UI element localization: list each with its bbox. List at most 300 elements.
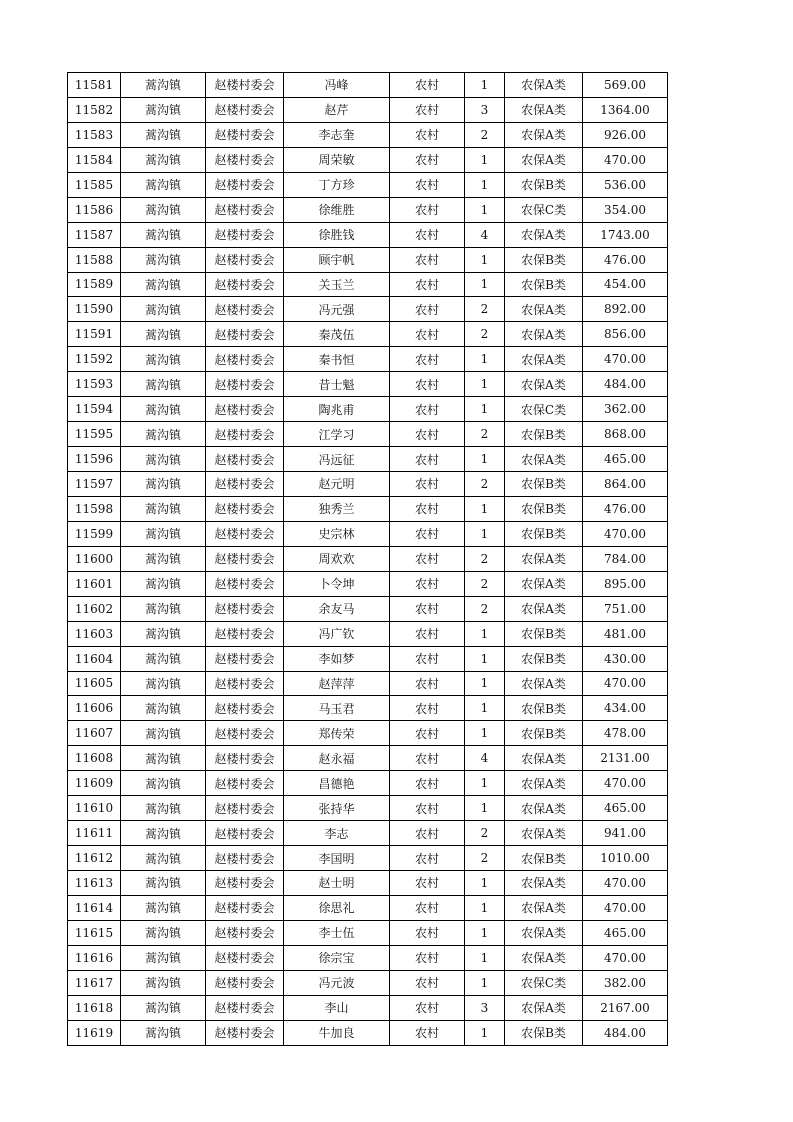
amount-cell: 354.00 (583, 197, 668, 222)
category-cell: 农保B类 (505, 496, 583, 521)
serial-cell: 11585 (68, 172, 121, 197)
category-cell: 农保B类 (505, 696, 583, 721)
household-size-cell: 1 (465, 671, 505, 696)
town-cell: 蒿沟镇 (121, 496, 206, 521)
town-cell: 蒿沟镇 (121, 272, 206, 297)
category-cell: 农保B类 (505, 272, 583, 297)
village-cell: 赵楼村委会 (206, 122, 284, 147)
amount-cell: 454.00 (583, 272, 668, 297)
household-size-cell: 1 (465, 347, 505, 372)
town-cell: 蒿沟镇 (121, 322, 206, 347)
category-cell: 农保A类 (505, 222, 583, 247)
serial-cell: 11613 (68, 871, 121, 896)
amount-cell: 362.00 (583, 397, 668, 422)
town-cell: 蒿沟镇 (121, 846, 206, 871)
name-cell: 李国明 (284, 846, 390, 871)
amount-cell: 470.00 (583, 895, 668, 920)
name-cell: 李志奎 (284, 122, 390, 147)
town-cell: 蒿沟镇 (121, 746, 206, 771)
village-cell: 赵楼村委会 (206, 97, 284, 122)
name-cell: 周欢欢 (284, 546, 390, 571)
household-size-cell: 1 (465, 796, 505, 821)
area-type-cell: 农村 (390, 796, 465, 821)
serial-cell: 11587 (68, 222, 121, 247)
town-cell: 蒿沟镇 (121, 895, 206, 920)
amount-cell: 864.00 (583, 472, 668, 497)
area-type-cell: 农村 (390, 147, 465, 172)
category-cell: 农保B类 (505, 247, 583, 272)
table-row (68, 546, 668, 571)
name-cell: 关玉兰 (284, 272, 390, 297)
serial-cell: 11618 (68, 995, 121, 1020)
area-type-cell: 农村 (390, 197, 465, 222)
amount-cell: 926.00 (583, 122, 668, 147)
amount-cell: 434.00 (583, 696, 668, 721)
category-cell: 农保B类 (505, 721, 583, 746)
household-size-cell: 4 (465, 746, 505, 771)
table-row (68, 746, 668, 771)
serial-cell: 11606 (68, 696, 121, 721)
amount-cell: 892.00 (583, 297, 668, 322)
town-cell: 蒿沟镇 (121, 721, 206, 746)
table-row (68, 621, 668, 646)
amount-cell: 470.00 (583, 347, 668, 372)
town-cell: 蒿沟镇 (121, 920, 206, 945)
area-type-cell: 农村 (390, 172, 465, 197)
table-row (68, 696, 668, 721)
household-size-cell: 1 (465, 147, 505, 172)
amount-cell: 536.00 (583, 172, 668, 197)
area-type-cell: 农村 (390, 920, 465, 945)
serial-cell: 11582 (68, 97, 121, 122)
table-row (68, 821, 668, 846)
category-cell: 农保A类 (505, 821, 583, 846)
village-cell: 赵楼村委会 (206, 322, 284, 347)
name-cell: 赵士明 (284, 871, 390, 896)
village-cell: 赵楼村委会 (206, 222, 284, 247)
household-size-cell: 1 (465, 970, 505, 995)
village-cell: 赵楼村委会 (206, 746, 284, 771)
category-cell: 农保A类 (505, 447, 583, 472)
table-row (68, 297, 668, 322)
household-size-cell: 2 (465, 846, 505, 871)
village-cell: 赵楼村委会 (206, 372, 284, 397)
category-cell: 农保B类 (505, 621, 583, 646)
table-row (68, 147, 668, 172)
town-cell: 蒿沟镇 (121, 995, 206, 1020)
town-cell: 蒿沟镇 (121, 347, 206, 372)
household-size-cell: 1 (465, 646, 505, 671)
category-cell: 农保A类 (505, 73, 583, 98)
town-cell: 蒿沟镇 (121, 97, 206, 122)
village-cell: 赵楼村委会 (206, 596, 284, 621)
town-cell: 蒿沟镇 (121, 796, 206, 821)
amount-cell: 856.00 (583, 322, 668, 347)
village-cell: 赵楼村委会 (206, 397, 284, 422)
table-row (68, 846, 668, 871)
serial-cell: 11591 (68, 322, 121, 347)
category-cell: 农保A类 (505, 671, 583, 696)
household-size-cell: 2 (465, 546, 505, 571)
village-cell: 赵楼村委会 (206, 871, 284, 896)
category-cell: 农保A类 (505, 571, 583, 596)
area-type-cell: 农村 (390, 122, 465, 147)
serial-cell: 11597 (68, 472, 121, 497)
name-cell: 冯广钦 (284, 621, 390, 646)
name-cell: 李士伍 (284, 920, 390, 945)
town-cell: 蒿沟镇 (121, 1020, 206, 1045)
amount-cell: 470.00 (583, 671, 668, 696)
category-cell: 农保B类 (505, 472, 583, 497)
category-cell: 农保A类 (505, 347, 583, 372)
village-cell: 赵楼村委会 (206, 671, 284, 696)
area-type-cell: 农村 (390, 721, 465, 746)
area-type-cell: 农村 (390, 621, 465, 646)
category-cell: 农保A类 (505, 871, 583, 896)
area-type-cell: 农村 (390, 422, 465, 447)
village-cell: 赵楼村委会 (206, 696, 284, 721)
serial-cell: 11608 (68, 746, 121, 771)
category-cell: 农保B类 (505, 422, 583, 447)
village-cell: 赵楼村委会 (206, 846, 284, 871)
data-table (67, 72, 668, 1046)
village-cell: 赵楼村委会 (206, 995, 284, 1020)
village-cell: 赵楼村委会 (206, 496, 284, 521)
amount-cell: 465.00 (583, 447, 668, 472)
household-size-cell: 1 (465, 197, 505, 222)
town-cell: 蒿沟镇 (121, 222, 206, 247)
name-cell: 冯远征 (284, 447, 390, 472)
area-type-cell: 农村 (390, 447, 465, 472)
name-cell: 余友马 (284, 596, 390, 621)
table-row (68, 1020, 668, 1045)
area-type-cell: 农村 (390, 322, 465, 347)
name-cell: 郑传荣 (284, 721, 390, 746)
serial-cell: 11602 (68, 596, 121, 621)
household-size-cell: 1 (465, 945, 505, 970)
village-cell: 赵楼村委会 (206, 521, 284, 546)
serial-cell: 11619 (68, 1020, 121, 1045)
amount-cell: 470.00 (583, 521, 668, 546)
household-size-cell: 1 (465, 447, 505, 472)
household-size-cell: 1 (465, 73, 505, 98)
village-cell: 赵楼村委会 (206, 721, 284, 746)
category-cell: 农保A类 (505, 122, 583, 147)
village-cell: 赵楼村委会 (206, 945, 284, 970)
town-cell: 蒿沟镇 (121, 646, 206, 671)
name-cell: 赵萍萍 (284, 671, 390, 696)
town-cell: 蒿沟镇 (121, 422, 206, 447)
name-cell: 冯峰 (284, 73, 390, 98)
amount-cell: 478.00 (583, 721, 668, 746)
town-cell: 蒿沟镇 (121, 297, 206, 322)
town-cell: 蒿沟镇 (121, 671, 206, 696)
table-row (68, 596, 668, 621)
serial-cell: 11615 (68, 920, 121, 945)
amount-cell: 2131.00 (583, 746, 668, 771)
village-cell: 赵楼村委会 (206, 571, 284, 596)
serial-cell: 11604 (68, 646, 121, 671)
table-row (68, 322, 668, 347)
table-body (68, 73, 668, 1046)
table-row (68, 397, 668, 422)
category-cell: 农保A类 (505, 945, 583, 970)
category-cell: 农保B类 (505, 172, 583, 197)
category-cell: 农保B类 (505, 646, 583, 671)
table-row (68, 247, 668, 272)
serial-cell: 11617 (68, 970, 121, 995)
category-cell: 农保C类 (505, 197, 583, 222)
name-cell: 陶兆甫 (284, 397, 390, 422)
amount-cell: 1010.00 (583, 846, 668, 871)
serial-cell: 11609 (68, 771, 121, 796)
name-cell: 冯元波 (284, 970, 390, 995)
category-cell: 农保A类 (505, 322, 583, 347)
serial-cell: 11596 (68, 447, 121, 472)
household-size-cell: 1 (465, 372, 505, 397)
category-cell: 农保A类 (505, 97, 583, 122)
table-row (68, 871, 668, 896)
table-row (68, 496, 668, 521)
serial-cell: 11592 (68, 347, 121, 372)
town-cell: 蒿沟镇 (121, 696, 206, 721)
category-cell: 农保A类 (505, 895, 583, 920)
town-cell: 蒿沟镇 (121, 596, 206, 621)
town-cell: 蒿沟镇 (121, 970, 206, 995)
serial-cell: 11603 (68, 621, 121, 646)
table-row (68, 671, 668, 696)
area-type-cell: 农村 (390, 546, 465, 571)
town-cell: 蒿沟镇 (121, 447, 206, 472)
table-row (68, 521, 668, 546)
village-cell: 赵楼村委会 (206, 447, 284, 472)
table-row (68, 721, 668, 746)
name-cell: 赵芹 (284, 97, 390, 122)
village-cell: 赵楼村委会 (206, 422, 284, 447)
name-cell: 秦书恒 (284, 347, 390, 372)
household-size-cell: 2 (465, 297, 505, 322)
serial-cell: 11605 (68, 671, 121, 696)
name-cell: 李如梦 (284, 646, 390, 671)
category-cell: 农保A类 (505, 372, 583, 397)
category-cell: 农保A类 (505, 147, 583, 172)
amount-cell: 1364.00 (583, 97, 668, 122)
household-size-cell: 1 (465, 696, 505, 721)
village-cell: 赵楼村委会 (206, 646, 284, 671)
town-cell: 蒿沟镇 (121, 771, 206, 796)
name-cell: 徐维胜 (284, 197, 390, 222)
name-cell: 独秀兰 (284, 496, 390, 521)
household-size-cell: 1 (465, 1020, 505, 1045)
serial-cell: 11601 (68, 571, 121, 596)
category-cell: 农保A类 (505, 995, 583, 1020)
area-type-cell: 农村 (390, 871, 465, 896)
amount-cell: 470.00 (583, 945, 668, 970)
name-cell: 徐思礼 (284, 895, 390, 920)
household-size-cell: 2 (465, 596, 505, 621)
amount-cell: 430.00 (583, 646, 668, 671)
area-type-cell: 农村 (390, 521, 465, 546)
household-size-cell: 1 (465, 871, 505, 896)
amount-cell: 941.00 (583, 821, 668, 846)
amount-cell: 484.00 (583, 372, 668, 397)
area-type-cell: 农村 (390, 596, 465, 621)
amount-cell: 895.00 (583, 571, 668, 596)
table-row (68, 272, 668, 297)
category-cell: 农保A类 (505, 771, 583, 796)
table-row (68, 97, 668, 122)
table-row (68, 771, 668, 796)
table-row (68, 571, 668, 596)
name-cell: 丁方珍 (284, 172, 390, 197)
amount-cell: 751.00 (583, 596, 668, 621)
name-cell: 江学习 (284, 422, 390, 447)
town-cell: 蒿沟镇 (121, 571, 206, 596)
household-size-cell: 3 (465, 995, 505, 1020)
household-size-cell: 1 (465, 621, 505, 646)
amount-cell: 476.00 (583, 247, 668, 272)
amount-cell: 2167.00 (583, 995, 668, 1020)
name-cell: 冯元强 (284, 297, 390, 322)
village-cell: 赵楼村委会 (206, 970, 284, 995)
town-cell: 蒿沟镇 (121, 172, 206, 197)
household-size-cell: 1 (465, 521, 505, 546)
serial-cell: 11593 (68, 372, 121, 397)
amount-cell: 1743.00 (583, 222, 668, 247)
area-type-cell: 农村 (390, 397, 465, 422)
category-cell: 农保A类 (505, 746, 583, 771)
amount-cell: 868.00 (583, 422, 668, 447)
village-cell: 赵楼村委会 (206, 147, 284, 172)
area-type-cell: 农村 (390, 746, 465, 771)
serial-cell: 11584 (68, 147, 121, 172)
name-cell: 昔士魁 (284, 372, 390, 397)
village-cell: 赵楼村委会 (206, 347, 284, 372)
town-cell: 蒿沟镇 (121, 871, 206, 896)
name-cell: 李山 (284, 995, 390, 1020)
name-cell: 李志 (284, 821, 390, 846)
serial-cell: 11581 (68, 73, 121, 98)
name-cell: 牛加良 (284, 1020, 390, 1045)
table-row (68, 347, 668, 372)
village-cell: 赵楼村委会 (206, 472, 284, 497)
amount-cell: 470.00 (583, 771, 668, 796)
name-cell: 史宗林 (284, 521, 390, 546)
household-size-cell: 2 (465, 322, 505, 347)
area-type-cell: 农村 (390, 771, 465, 796)
town-cell: 蒿沟镇 (121, 73, 206, 98)
name-cell: 秦茂伍 (284, 322, 390, 347)
area-type-cell: 农村 (390, 821, 465, 846)
area-type-cell: 农村 (390, 372, 465, 397)
area-type-cell: 农村 (390, 846, 465, 871)
category-cell: 农保B类 (505, 521, 583, 546)
household-size-cell: 1 (465, 247, 505, 272)
household-size-cell: 1 (465, 397, 505, 422)
amount-cell: 484.00 (583, 1020, 668, 1045)
village-cell: 赵楼村委会 (206, 197, 284, 222)
table-row (68, 422, 668, 447)
area-type-cell: 农村 (390, 97, 465, 122)
table-row (68, 796, 668, 821)
amount-cell: 465.00 (583, 796, 668, 821)
area-type-cell: 农村 (390, 571, 465, 596)
household-size-cell: 2 (465, 571, 505, 596)
serial-cell: 11614 (68, 895, 121, 920)
area-type-cell: 农村 (390, 73, 465, 98)
area-type-cell: 农村 (390, 895, 465, 920)
amount-cell: 382.00 (583, 970, 668, 995)
serial-cell: 11607 (68, 721, 121, 746)
serial-cell: 11598 (68, 496, 121, 521)
area-type-cell: 农村 (390, 247, 465, 272)
table-row (68, 447, 668, 472)
category-cell: 农保A类 (505, 297, 583, 322)
name-cell: 卜令坤 (284, 571, 390, 596)
area-type-cell: 农村 (390, 970, 465, 995)
serial-cell: 11595 (68, 422, 121, 447)
town-cell: 蒿沟镇 (121, 546, 206, 571)
category-cell: 农保B类 (505, 1020, 583, 1045)
table-row (68, 895, 668, 920)
household-size-cell: 2 (465, 122, 505, 147)
area-type-cell: 农村 (390, 646, 465, 671)
area-type-cell: 农村 (390, 671, 465, 696)
name-cell: 徐胜钱 (284, 222, 390, 247)
table-row (68, 970, 668, 995)
amount-cell: 569.00 (583, 73, 668, 98)
serial-cell: 11586 (68, 197, 121, 222)
table-row (68, 172, 668, 197)
village-cell: 赵楼村委会 (206, 895, 284, 920)
name-cell: 张持华 (284, 796, 390, 821)
name-cell: 周荣敏 (284, 147, 390, 172)
serial-cell: 11583 (68, 122, 121, 147)
village-cell: 赵楼村委会 (206, 771, 284, 796)
household-size-cell: 2 (465, 821, 505, 846)
serial-cell: 11612 (68, 846, 121, 871)
village-cell: 赵楼村委会 (206, 1020, 284, 1045)
serial-cell: 11599 (68, 521, 121, 546)
household-size-cell: 2 (465, 422, 505, 447)
village-cell: 赵楼村委会 (206, 247, 284, 272)
serial-cell: 11616 (68, 945, 121, 970)
category-cell: 农保A类 (505, 920, 583, 945)
village-cell: 赵楼村委会 (206, 920, 284, 945)
amount-cell: 476.00 (583, 496, 668, 521)
area-type-cell: 农村 (390, 472, 465, 497)
area-type-cell: 农村 (390, 222, 465, 247)
name-cell: 赵永福 (284, 746, 390, 771)
town-cell: 蒿沟镇 (121, 372, 206, 397)
village-cell: 赵楼村委会 (206, 172, 284, 197)
category-cell: 农保C类 (505, 970, 583, 995)
town-cell: 蒿沟镇 (121, 472, 206, 497)
table-row (68, 646, 668, 671)
category-cell: 农保A类 (505, 596, 583, 621)
serial-cell: 11590 (68, 297, 121, 322)
area-type-cell: 农村 (390, 272, 465, 297)
name-cell: 顾宇帆 (284, 247, 390, 272)
serial-cell: 11594 (68, 397, 121, 422)
table-row (68, 222, 668, 247)
table-row (68, 197, 668, 222)
household-size-cell: 1 (465, 920, 505, 945)
serial-cell: 11600 (68, 546, 121, 571)
table-row (68, 472, 668, 497)
table-row (68, 920, 668, 945)
town-cell: 蒿沟镇 (121, 621, 206, 646)
